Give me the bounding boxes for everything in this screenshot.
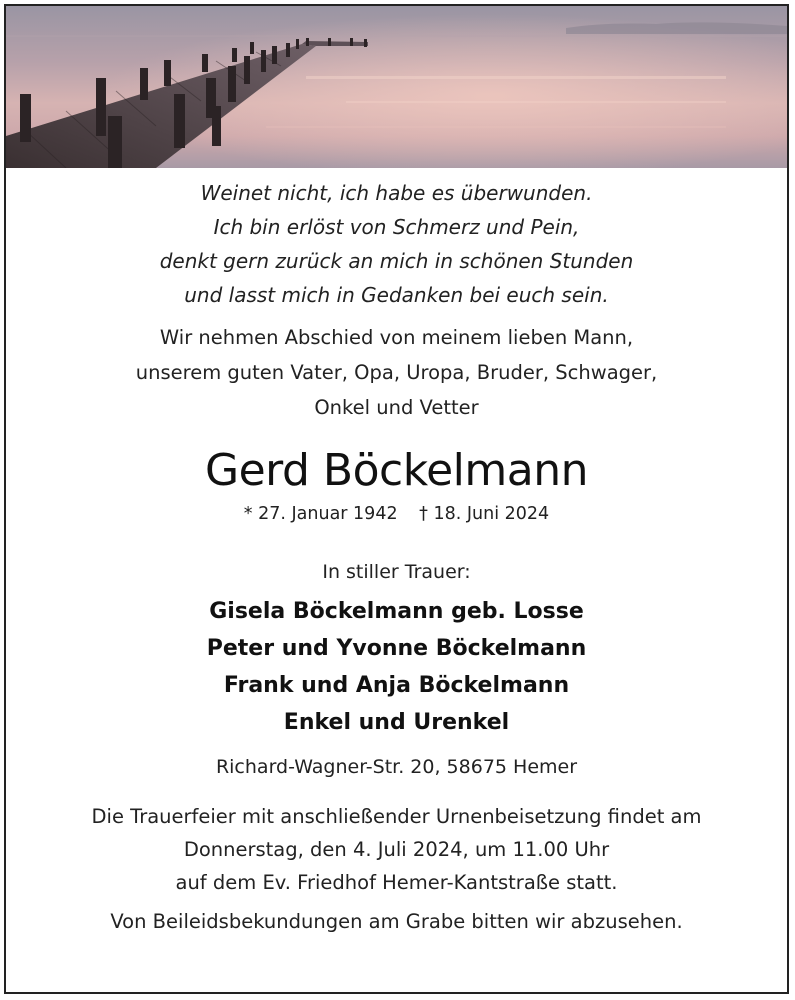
intro-line: Wir nehmen Abschied von meinem lieben Mann, xyxy=(159,326,634,349)
ceremony-info xyxy=(6,800,787,899)
obituary-content xyxy=(6,168,787,938)
death-date: † 18. Juni 2024 xyxy=(419,504,550,524)
verse-line: und lasst mich in Gedanken bei euch sein. xyxy=(184,283,609,307)
birth-date: * 27. Januar 1942 xyxy=(243,504,398,524)
verse-line: denkt gern zurück an mich in schönen Stunden xyxy=(159,249,634,273)
mourning-label: In stiller Trauer: xyxy=(322,561,471,583)
family-address: Richard-Wagner-Str. 20, 58675 Hemer xyxy=(215,756,578,778)
poem-verse xyxy=(6,176,787,312)
mourners-list xyxy=(6,593,787,741)
ceremony-line: Donnerstag, den 4. Juli 2024, um 11.00 Uhr xyxy=(183,838,610,861)
deceased-name: Gerd Böckelmann xyxy=(205,445,588,496)
closing-note: Von Beileidsbekundungen am Grabe bitten wir abzusehen. xyxy=(110,910,683,933)
mourner-entry: Peter und Yvonne Böckelmann xyxy=(206,636,587,661)
farewell-intro xyxy=(6,320,787,425)
jetty-photo-svg xyxy=(6,6,787,168)
ceremony-line: auf dem Ev. Friedhof Hemer-Kantstraße statt. xyxy=(175,871,618,894)
verse-line: Weinet nicht, ich habe es überwunden. xyxy=(200,181,593,205)
intro-line: Onkel und Vetter xyxy=(314,396,479,419)
mourner-entry: Gisela Böckelmann geb. Losse xyxy=(209,599,584,624)
mourner-entry: Enkel und Urenkel xyxy=(283,710,510,735)
mourner-entry: Frank und Anja Böckelmann xyxy=(223,673,570,698)
life-dates xyxy=(6,501,787,527)
ceremony-line: Die Trauerfeier mit anschließender Urnenbeisetzung findet am xyxy=(91,805,702,828)
obituary-frame xyxy=(4,4,789,994)
intro-line: unserem guten Vater, Opa, Uropa, Bruder, Schwager, xyxy=(135,361,658,384)
jetty-at-dusk-image xyxy=(6,6,787,168)
verse-line: Ich bin erlöst von Schmerz und Pein, xyxy=(213,215,580,239)
